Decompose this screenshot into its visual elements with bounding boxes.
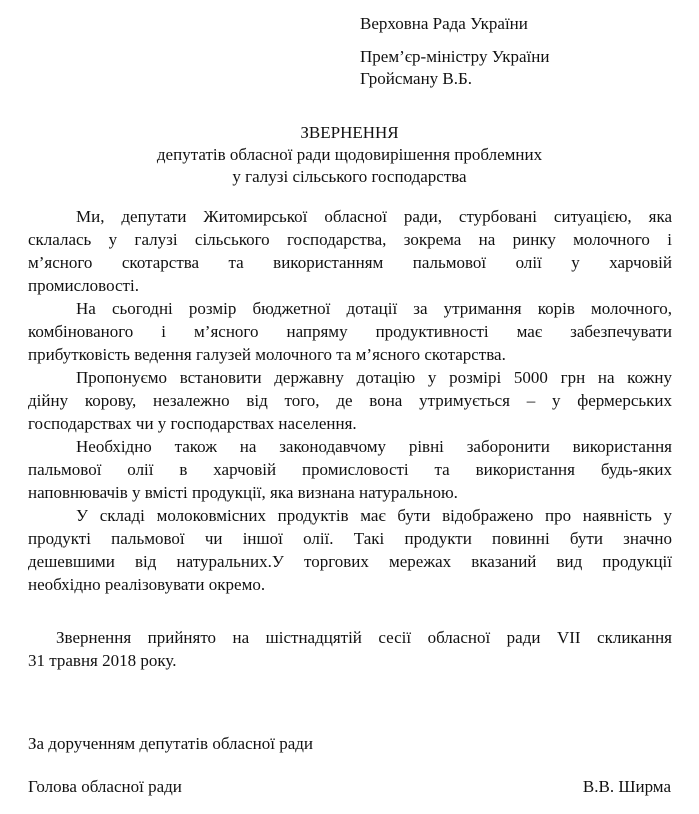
adoption-date: 31 травня 2018 року.	[28, 651, 177, 670]
signature-position: Голова обласної ради	[28, 777, 182, 796]
body-line: Пропонуємо встановити державну дотацію у розмірі 5000 грн на кожну	[76, 368, 672, 387]
signature-name: В.В. Ширма	[582, 777, 671, 796]
body-line: промисловості.	[28, 276, 139, 295]
addressee-name: Гройсману В.Б.	[360, 69, 473, 88]
body-line: м’ясного скотарства та використанням пальмової олії у харчовій	[28, 253, 672, 272]
body-line: комбінованого і м’ясного напряму продуктивності має забезпечувати	[28, 322, 672, 341]
signature-authority: За дорученням депутатів обласної ради	[28, 734, 313, 753]
body-line: необхідно реалізовувати окремо.	[28, 575, 266, 594]
addressee-prime-minister: Прем’єр-міністру України	[360, 47, 550, 66]
body-line: дійну корову, незалежно від того, де вона утримується – у фермерських	[28, 391, 672, 410]
body-line: прибутковість ведення галузей молочного та м’ясного скотарства.	[28, 345, 506, 364]
document-subtitle-line2: у галузі сільського господарства	[232, 167, 467, 186]
body-line: наповнювачів у вмісті продукції, яка визнана натуральною.	[28, 483, 458, 502]
body-line: пальмової олії в харчовій промисловості та використання будь-яких	[28, 460, 672, 479]
document-title: ЗВЕРНЕННЯ	[300, 123, 399, 142]
body-line: Необхідно також на законодавчому рівні заборонити використання	[76, 437, 672, 456]
body-line: У складі молоковмісних продуктів має бути відображено про наявність у	[76, 506, 672, 525]
body-line: Ми, депутати Житомирської обласної ради, стурбовані ситуацією, яка	[76, 207, 672, 226]
body-line: склалась у галузі сільського господарства, зокрема на ринку молочного і	[28, 230, 672, 249]
body-line: дешевшими від натуральних.У торгових мережах вказаний вид продукції	[28, 552, 672, 571]
body-line: продукті пальмової чи іншої олії. Такі продукти повинні бути значно	[28, 529, 672, 548]
body-line: господарствах чи у господарствах населення.	[28, 414, 357, 433]
body-line: На сьогодні розмір бюджетної дотації за утримання корів молочного,	[76, 299, 672, 318]
addressee-parliament: Верховна Рада України	[360, 14, 528, 33]
document-subtitle-line1: депутатів обласної ради щодовирішення проблемних	[156, 145, 543, 164]
adoption-line: Звернення прийнято на шістнадцятій сесії обласної ради VII скликання	[56, 628, 672, 647]
